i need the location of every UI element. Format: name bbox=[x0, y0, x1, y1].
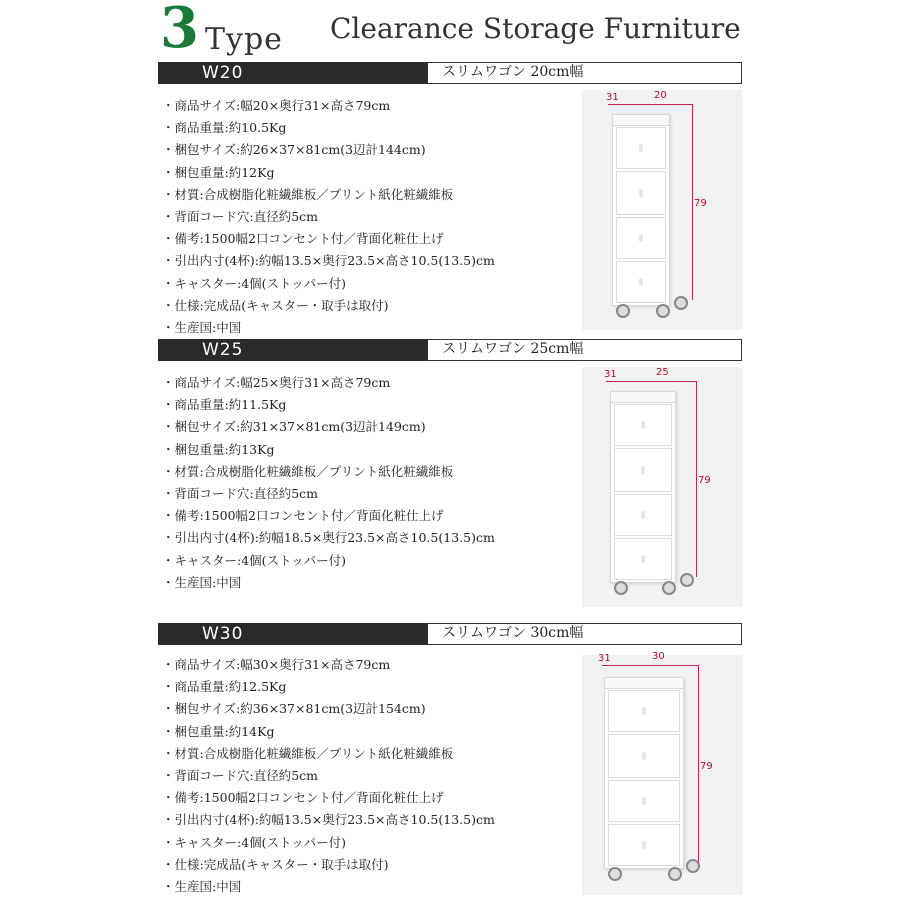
page-title: Clearance Storage Furniture bbox=[330, 12, 741, 45]
spec-item: ・商品重量:約11.5Kg bbox=[162, 397, 287, 413]
model-code: W25 bbox=[158, 339, 428, 361]
spec-item: ・備考:1500幅2口コンセント付／背面化粧仕上げ bbox=[162, 231, 444, 247]
spec-item: ・材質:合成樹脂化粧繊維板／プリント紙化粧繊維板 bbox=[162, 186, 454, 202]
section-bar bbox=[158, 339, 742, 361]
wagon-body bbox=[612, 114, 670, 306]
spec-item: ・商品サイズ:幅25×奥行31×高さ79cm bbox=[162, 375, 391, 390]
spec-item: ・梱包サイズ:約36×37×81cm(3辺計154cm) bbox=[162, 701, 426, 717]
spec-item: ・仕様:完成品(キャスター・取手は取付) bbox=[162, 297, 389, 313]
product-photo bbox=[582, 367, 742, 607]
width-label: 30 bbox=[652, 651, 665, 662]
spec-item: ・梱包サイズ:約26×37×81cm(3辺計144cm) bbox=[162, 142, 426, 158]
height-label: 79 bbox=[700, 761, 713, 772]
spec-item: ・商品重量:約10.5Kg bbox=[162, 120, 287, 136]
spec-list bbox=[162, 654, 495, 898]
spec-item: ・生産国:中国 bbox=[162, 574, 242, 590]
spec-item: ・背面コード穴:直径約5cm bbox=[162, 768, 319, 784]
model-name: スリムワゴン 25cm幅 bbox=[428, 339, 742, 361]
spec-item: ・引出内寸(4杯):約幅13.5×奥行23.5×高さ10.5(13.5)cm bbox=[162, 812, 495, 828]
product-section-w20 bbox=[158, 62, 742, 334]
spec-item: ・生産国:中国 bbox=[162, 879, 242, 895]
type-label: Type bbox=[205, 22, 283, 57]
height-label: 79 bbox=[694, 198, 707, 209]
spec-list bbox=[162, 95, 495, 339]
spec-item: ・キャスター:4個(ストッパー付) bbox=[162, 834, 347, 850]
model-code: W30 bbox=[158, 623, 428, 645]
width-label: 25 bbox=[656, 367, 669, 378]
product-photo bbox=[582, 90, 742, 330]
section-bar bbox=[158, 623, 742, 645]
spec-item: ・梱包重量:約14Kg bbox=[162, 723, 275, 739]
spec-item: ・引出内寸(4杯):約幅13.5×奥行23.5×高さ10.5(13.5)cm bbox=[162, 253, 495, 269]
model-code: W20 bbox=[158, 62, 428, 84]
page-header bbox=[0, 0, 900, 60]
spec-item: ・材質:合成樹脂化粧繊維板／プリント紙化粧繊維板 bbox=[162, 745, 454, 761]
spec-item: ・キャスター:4個(ストッパー付) bbox=[162, 275, 347, 291]
spec-item: ・商品サイズ:幅30×奥行31×高さ79cm bbox=[162, 657, 391, 672]
spec-item: ・材質:合成樹脂化粧繊維板／プリント紙化粧繊維板 bbox=[162, 463, 454, 479]
spec-list bbox=[162, 372, 495, 594]
wagon-body bbox=[610, 391, 676, 583]
spec-item: ・生産国:中国 bbox=[162, 320, 242, 336]
spec-item: ・商品重量:約12.5Kg bbox=[162, 679, 287, 695]
product-photo bbox=[582, 651, 742, 895]
spec-item: ・商品サイズ:幅20×奥行31×高さ79cm bbox=[162, 98, 391, 113]
spec-item: ・備考:1500幅2口コンセント付／背面化粧仕上げ bbox=[162, 508, 444, 524]
wagon-body bbox=[604, 677, 684, 869]
spec-item: ・仕様:完成品(キャスター・取手は取付) bbox=[162, 856, 389, 872]
product-section-w25 bbox=[158, 339, 742, 611]
spec-item: ・梱包重量:約13Kg bbox=[162, 441, 275, 457]
spec-item: ・背面コード穴:直径約5cm bbox=[162, 486, 319, 502]
product-section-w30 bbox=[158, 623, 742, 900]
type-number: 3 bbox=[160, 0, 199, 61]
depth-label: 31 bbox=[606, 92, 619, 103]
depth-label: 31 bbox=[598, 653, 611, 664]
model-name: スリムワゴン 30cm幅 bbox=[428, 623, 742, 645]
spec-item: ・背面コード穴:直径約5cm bbox=[162, 209, 319, 225]
model-name: スリムワゴン 20cm幅 bbox=[428, 62, 742, 84]
spec-item: ・梱包サイズ:約31×37×81cm(3辺計149cm) bbox=[162, 419, 426, 435]
width-label: 20 bbox=[654, 90, 667, 101]
spec-item: ・引出内寸(4杯):約幅18.5×奥行23.5×高さ10.5(13.5)cm bbox=[162, 530, 495, 546]
section-bar bbox=[158, 62, 742, 84]
depth-label: 31 bbox=[604, 369, 617, 380]
spec-item: ・備考:1500幅2口コンセント付／背面化粧仕上げ bbox=[162, 790, 444, 806]
spec-item: ・キャスター:4個(ストッパー付) bbox=[162, 552, 347, 568]
height-label: 79 bbox=[698, 475, 711, 486]
spec-item: ・梱包重量:約12Kg bbox=[162, 164, 275, 180]
